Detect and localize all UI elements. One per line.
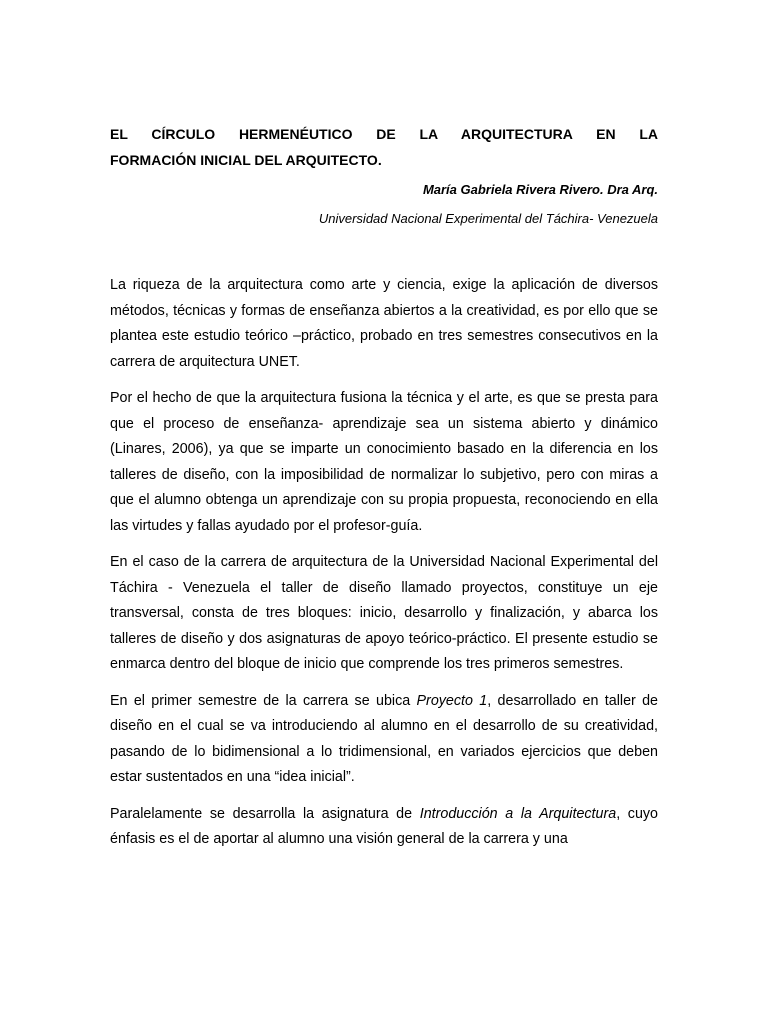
paragraph-2: Por el hecho de que la arquitectura fusiona la técnica y el arte, es que se presta para que el proceso de enseñanza- aprendizaje sea un sistema abierto y dinámico (Linares, 2006), ya que se imparte un conocimiento basado en la diferencia en los talleres de diseño, con la imposibilidad de normalizar lo subjetivo, pero con miras a que el alumno obtenga un aprendizaje con su propia propuesta, reconociendo en ella las virtudes y fallas ayudado por el profesor-guía. <box>110 390 658 534</box>
paragraph-3: En el caso de la carrera de arquitectura de la Universidad Nacional Experimental del Táchira - Venezuela el taller de diseño llamado proyectos, constituye un eje transversal, consta de tres bloques: inicio, desarrollo y finalización, y abarca los talleres de diseño y dos asignaturas de apoyo teórico-práctico. El presente estudio se enmarca dentro del bloque de inicio que comprende los tres primeros semestres. <box>110 554 658 672</box>
document-body <box>110 273 658 853</box>
author-name: María Gabriela Rivera Rivero. Dra Arq. <box>422 182 658 197</box>
paragraph-5 <box>110 802 658 853</box>
course-name-introduccion-arquitectura: Introducción a la Arquitectura <box>419 805 617 822</box>
document-title <box>110 121 658 173</box>
paragraph-4-text-before: En el primer semestre de la carrera se ubica <box>110 692 417 709</box>
paragraph-4-text-after: , desarrollado en taller de diseño en el cual se va introduciendo al alumno en el desarrollo de su creatividad, pasando de lo bidimensional a lo tridimensional, en variados ejercicios que deben estar sustentados en una “idea inicial”. <box>110 692 659 785</box>
title-line-1: EL CÍRCULO HERMENÉUTICO DE LA ARQUITECTURA EN LA <box>110 126 658 142</box>
author-affiliation: Universidad Nacional Experimental del Táchira- Venezuela <box>318 211 658 226</box>
paragraph-5-text-after: , cuyo énfasis es el de aportar al alumno una visión general de la carrera y una <box>110 805 659 847</box>
paragraph-5-text-before: Paralelamente se desarrolla la asignatura de <box>110 805 420 822</box>
title-line-2: FORMACIÓN INICIAL DEL ARQUITECTO. <box>110 152 382 168</box>
paragraph-1: La riqueza de la arquitectura como arte y ciencia, exige la aplicación de diversos métodos, técnicas y formas de enseñanza abiertos a la creatividad, es por ello que se plantea este estudio teórico –práctico, probado en tres semestres consecutivos en la carrera de arquitectura UNET. <box>110 277 658 370</box>
paragraph-4 <box>110 689 658 791</box>
course-name-proyecto-1: Proyecto 1 <box>416 692 488 709</box>
